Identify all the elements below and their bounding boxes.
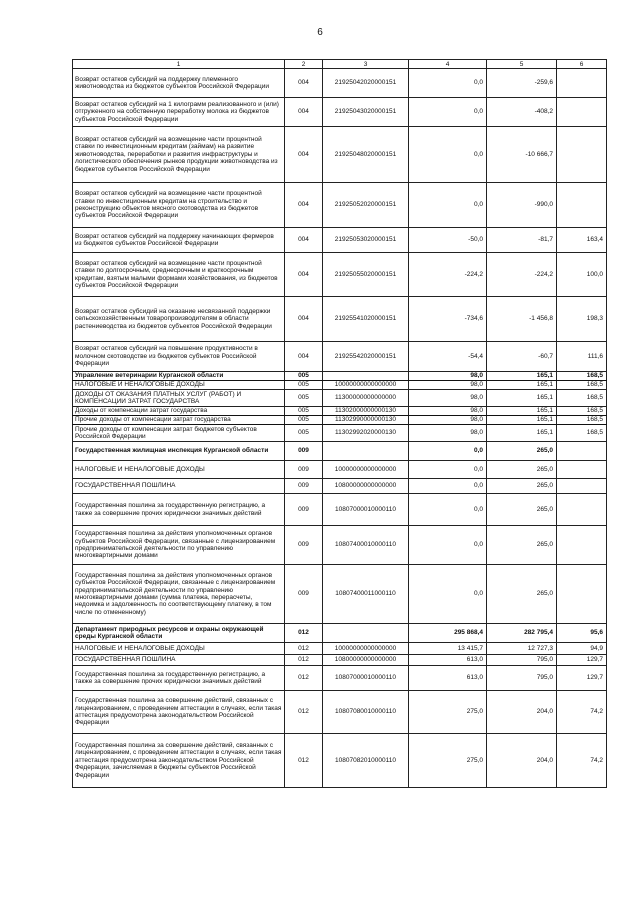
- table-row: [73, 407, 607, 416]
- cell-name: Возврат остатков субсидий на повышение продуктивности в молочном скотоводстве из бюджетов субъектов Российской Федерации: [73, 342, 285, 372]
- cell-pct: [557, 127, 607, 183]
- cell-code: 21925042020000151: [323, 69, 409, 98]
- header-col-5: 5: [487, 60, 557, 69]
- cell-plan: 613,0: [409, 666, 487, 691]
- cell-name: Возврат остатков субсидий на поддержку племенного животноводства из бюджетов субъектов Российской Федерации: [73, 69, 285, 98]
- cell-fact: 165,1: [487, 416, 557, 425]
- cell-admin: 004: [285, 342, 323, 372]
- cell-code: 21925048020000151: [323, 127, 409, 183]
- table-row: [73, 372, 607, 381]
- cell-name: НАЛОГОВЫЕ И НЕНАЛОГОВЫЕ ДОХОДЫ: [73, 643, 285, 655]
- cell-plan: -54,4: [409, 342, 487, 372]
- cell-name: Возврат остатков субсидий на оказание несвязанной поддержки сельскохозяйственным товаропроизводителям в области растениеводства из бюджетов субъектов Российской Федерации: [73, 297, 285, 342]
- cell-fact: 265,0: [487, 526, 557, 565]
- cell-fact: 165,1: [487, 425, 557, 442]
- cell-plan: -50,0: [409, 228, 487, 253]
- cell-admin: 009: [285, 494, 323, 526]
- cell-code: 10000000000000000: [323, 643, 409, 655]
- cell-pct: 129,7: [557, 666, 607, 691]
- table-row: [73, 479, 607, 494]
- cell-fact: -1 456,8: [487, 297, 557, 342]
- cell-plan: 98,0: [409, 390, 487, 407]
- cell-plan: 98,0: [409, 416, 487, 425]
- cell-code: 21925053020000151: [323, 228, 409, 253]
- cell-code: 10807400011000110: [323, 565, 409, 624]
- table-row: [73, 494, 607, 526]
- cell-name: ДОХОДЫ ОТ ОКАЗАНИЯ ПЛАТНЫХ УСЛУГ (РАБОТ) И КОМПЕНСАЦИИ ЗАТРАТ ГОСУДАРСТВА: [73, 390, 285, 407]
- table-row: [73, 565, 607, 624]
- header-col-1: 1: [73, 60, 285, 69]
- cell-fact: 795,0: [487, 655, 557, 666]
- cell-admin: 012: [285, 624, 323, 643]
- cell-admin: 009: [285, 461, 323, 479]
- cell-plan: 0,0: [409, 69, 487, 98]
- cell-plan: 0,0: [409, 479, 487, 494]
- cell-fact: 282 795,4: [487, 624, 557, 643]
- cell-admin: 012: [285, 655, 323, 666]
- header-col-4: 4: [409, 60, 487, 69]
- cell-admin: 004: [285, 69, 323, 98]
- cell-admin: 005: [285, 425, 323, 442]
- cell-pct: [557, 494, 607, 526]
- cell-admin: 009: [285, 526, 323, 565]
- cell-admin: 005: [285, 381, 323, 390]
- table-row: [73, 442, 607, 461]
- cell-pct: [557, 461, 607, 479]
- table-header: [73, 60, 607, 69]
- cell-pct: 168,5: [557, 381, 607, 390]
- cell-plan: 98,0: [409, 372, 487, 381]
- table-row: [73, 624, 607, 643]
- cell-fact: -259,6: [487, 69, 557, 98]
- cell-fact: -10 666,7: [487, 127, 557, 183]
- cell-pct: 111,6: [557, 342, 607, 372]
- cell-pct: 129,7: [557, 655, 607, 666]
- cell-code: 21925043020000151: [323, 98, 409, 127]
- cell-pct: [557, 479, 607, 494]
- cell-name: Управление ветеринарии Курганской области: [73, 372, 285, 381]
- cell-code: 10000000000000000: [323, 461, 409, 479]
- cell-admin: 005: [285, 372, 323, 381]
- cell-code: 11300000000000000: [323, 390, 409, 407]
- cell-admin: 009: [285, 479, 323, 494]
- cell-name: Возврат остатков субсидий на возмещение части процентной ставки по долгосрочным, среднесрочным и краткосрочным кредитам, взятым малыми формами хозяйствования, из бюджетов субъектов Российской Федерации: [73, 253, 285, 297]
- cell-name: Государственная пошлина за государственную регистрацию, а также за совершение прочих юридически значимых действий: [73, 666, 285, 691]
- cell-fact: 204,0: [487, 734, 557, 788]
- cell-plan: -734,6: [409, 297, 487, 342]
- cell-fact: 265,0: [487, 565, 557, 624]
- cell-fact: 165,1: [487, 390, 557, 407]
- cell-admin: 009: [285, 442, 323, 461]
- cell-admin: 004: [285, 297, 323, 342]
- cell-name: Государственная пошлина за совершение действий, связанных с лицензированием, с проведением аттестации в случаях, если такая аттестация предусмотрена законодательством Российской Федерации, зачисляемая в бюджеты субъектов Российской Федерации: [73, 734, 285, 788]
- revenue-table: [72, 59, 607, 788]
- header-col-6: 6: [557, 60, 607, 69]
- cell-fact: 204,0: [487, 691, 557, 734]
- cell-admin: 004: [285, 253, 323, 297]
- cell-name: НАЛОГОВЫЕ И НЕНАЛОГОВЫЕ ДОХОДЫ: [73, 381, 285, 390]
- cell-fact: -60,7: [487, 342, 557, 372]
- cell-code: 11302992020000130: [323, 425, 409, 442]
- table-row: [73, 390, 607, 407]
- cell-pct: [557, 526, 607, 565]
- cell-plan: 98,0: [409, 381, 487, 390]
- cell-name: ГОСУДАРСТВЕННАЯ ПОШЛИНА: [73, 655, 285, 666]
- cell-pct: 163,4: [557, 228, 607, 253]
- cell-plan: 98,0: [409, 407, 487, 416]
- cell-admin: 004: [285, 183, 323, 228]
- cell-admin: 005: [285, 416, 323, 425]
- cell-plan: 0,0: [409, 461, 487, 479]
- table-row: [73, 526, 607, 565]
- cell-code: [323, 372, 409, 381]
- cell-fact: 165,1: [487, 381, 557, 390]
- cell-code: 10807080010000110: [323, 691, 409, 734]
- cell-name: Доходы от компенсации затрат государства: [73, 407, 285, 416]
- cell-code: 10000000000000000: [323, 381, 409, 390]
- cell-plan: 0,0: [409, 526, 487, 565]
- table-row: [73, 297, 607, 342]
- cell-admin: 005: [285, 390, 323, 407]
- cell-pct: 74,2: [557, 691, 607, 734]
- cell-code: 10807400010000110: [323, 526, 409, 565]
- cell-admin: 012: [285, 666, 323, 691]
- cell-pct: [557, 69, 607, 98]
- cell-plan: 0,0: [409, 127, 487, 183]
- table-row: [73, 666, 607, 691]
- cell-code: 21925055020000151: [323, 253, 409, 297]
- cell-admin: 012: [285, 734, 323, 788]
- table-row: [73, 127, 607, 183]
- cell-fact: 165,1: [487, 407, 557, 416]
- cell-admin: 009: [285, 565, 323, 624]
- table-row: [73, 69, 607, 98]
- cell-pct: [557, 98, 607, 127]
- cell-pct: 168,5: [557, 372, 607, 381]
- cell-admin: 004: [285, 228, 323, 253]
- cell-admin: 004: [285, 98, 323, 127]
- cell-name: Возврат остатков субсидий на 1 килограмм реализованного и (или) отгруженного на собственную переработку молока из бюджетов субъектов Российской Федерации: [73, 98, 285, 127]
- cell-plan: 0,0: [409, 442, 487, 461]
- cell-name: Государственная пошлина за совершение действий, связанных с лицензированием, с проведением аттестации в случаях, если такая аттестация предусмотрена законодательством Российской Федерации: [73, 691, 285, 734]
- cell-pct: 168,5: [557, 425, 607, 442]
- cell-fact: -408,2: [487, 98, 557, 127]
- cell-name: Прочие доходы от компенсации затрат государства: [73, 416, 285, 425]
- cell-admin: 004: [285, 127, 323, 183]
- cell-name: ГОСУДАРСТВЕННАЯ ПОШЛИНА: [73, 479, 285, 494]
- cell-name: Государственная пошлина за государственную регистрацию, а также за совершение прочих юридически значимых действий: [73, 494, 285, 526]
- cell-admin: 012: [285, 643, 323, 655]
- cell-plan: 275,0: [409, 734, 487, 788]
- cell-name: Департамент природных ресурсов и охраны окружающей среды Курганской области: [73, 624, 285, 643]
- cell-pct: [557, 442, 607, 461]
- cell-plan: 0,0: [409, 98, 487, 127]
- cell-code: [323, 624, 409, 643]
- cell-pct: 168,5: [557, 390, 607, 407]
- cell-code: 11302990000000130: [323, 416, 409, 425]
- cell-code: 21925541020000151: [323, 297, 409, 342]
- cell-pct: 168,5: [557, 407, 607, 416]
- cell-pct: 100,0: [557, 253, 607, 297]
- cell-code: [323, 442, 409, 461]
- cell-plan: 0,0: [409, 494, 487, 526]
- cell-name: Возврат остатков субсидий на поддержку начинающих фермеров из бюджетов субъектов Российской Федерации: [73, 228, 285, 253]
- cell-plan: 0,0: [409, 183, 487, 228]
- table-row: [73, 183, 607, 228]
- cell-pct: 95,6: [557, 624, 607, 643]
- table-body: [73, 69, 607, 788]
- table-row: [73, 461, 607, 479]
- cell-fact: -81,7: [487, 228, 557, 253]
- cell-plan: 275,0: [409, 691, 487, 734]
- cell-pct: [557, 565, 607, 624]
- cell-plan: 613,0: [409, 655, 487, 666]
- table-row: [73, 425, 607, 442]
- header-row: [73, 60, 607, 69]
- cell-code: 10800000000000000: [323, 655, 409, 666]
- cell-code: 11302000000000130: [323, 407, 409, 416]
- cell-name: Прочие доходы от компенсации затрат бюджетов субъектов Российской Федерации: [73, 425, 285, 442]
- cell-code: 10807000010000110: [323, 666, 409, 691]
- cell-pct: 168,5: [557, 416, 607, 425]
- table-row: [73, 342, 607, 372]
- cell-plan: 98,0: [409, 425, 487, 442]
- table-row: [73, 98, 607, 127]
- cell-fact: 795,0: [487, 666, 557, 691]
- cell-admin: 005: [285, 407, 323, 416]
- cell-plan: 295 868,4: [409, 624, 487, 643]
- table-row: [73, 253, 607, 297]
- cell-name: Государственная жилищная инспекция Курганской области: [73, 442, 285, 461]
- cell-code: 10807082010000110: [323, 734, 409, 788]
- table-row: [73, 416, 607, 425]
- table-row: [73, 734, 607, 788]
- cell-plan: -224,2: [409, 253, 487, 297]
- table-row: [73, 381, 607, 390]
- cell-name: Государственная пошлина за действия уполномоченных органов субъектов Российской Федерации, связанные с лицензированием предпринимательской деятельности по управлению многоквартирными домами: [73, 526, 285, 565]
- header-col-2: 2: [285, 60, 323, 69]
- table-row: [73, 691, 607, 734]
- table-row: [73, 643, 607, 655]
- cell-fact: 265,0: [487, 494, 557, 526]
- cell-name: Возврат остатков субсидий на возмещение части процентной ставки по инвестиционным кредитам на строительство и реконструкцию объектов мясного скотоводства из бюджетов субъектов Российской Федерации: [73, 183, 285, 228]
- cell-fact: 165,1: [487, 372, 557, 381]
- cell-fact: -990,0: [487, 183, 557, 228]
- cell-pct: 94,9: [557, 643, 607, 655]
- cell-pct: 198,3: [557, 297, 607, 342]
- cell-fact: -224,2: [487, 253, 557, 297]
- cell-name: НАЛОГОВЫЕ И НЕНАЛОГОВЫЕ ДОХОДЫ: [73, 461, 285, 479]
- header-col-3: 3: [323, 60, 409, 69]
- cell-code: 10807000010000110: [323, 494, 409, 526]
- cell-plan: 13 415,7: [409, 643, 487, 655]
- cell-pct: 74,2: [557, 734, 607, 788]
- cell-pct: [557, 183, 607, 228]
- cell-fact: 12 727,3: [487, 643, 557, 655]
- cell-admin: 012: [285, 691, 323, 734]
- table-row: [73, 228, 607, 253]
- cell-code: 21925052020000151: [323, 183, 409, 228]
- cell-code: 10800000000000000: [323, 479, 409, 494]
- cell-fact: 265,0: [487, 479, 557, 494]
- page-number: 6: [317, 27, 323, 38]
- cell-name: Возврат остатков субсидий на возмещение части процентной ставки по инвестиционным кредитам (займам) на развитие животноводства, переработки и развития инфраструктуры и логистического обеспечения рынков продукции животноводства из бюджетов субъектов Российской Федерации: [73, 127, 285, 183]
- cell-code: 21925542020000151: [323, 342, 409, 372]
- cell-plan: 0,0: [409, 565, 487, 624]
- cell-name: Государственная пошлина за действия уполномоченных органов субъектов Российской Федерации, связанные с лицензированием предпринимательской деятельности по управлению многоквартирными домами (сумма платежа, перерасчеты, недоимка и задолженность по соответствующему платежу, в том числе по отмененному): [73, 565, 285, 624]
- cell-fact: 265,0: [487, 461, 557, 479]
- cell-fact: 265,0: [487, 442, 557, 461]
- table-row: [73, 655, 607, 666]
